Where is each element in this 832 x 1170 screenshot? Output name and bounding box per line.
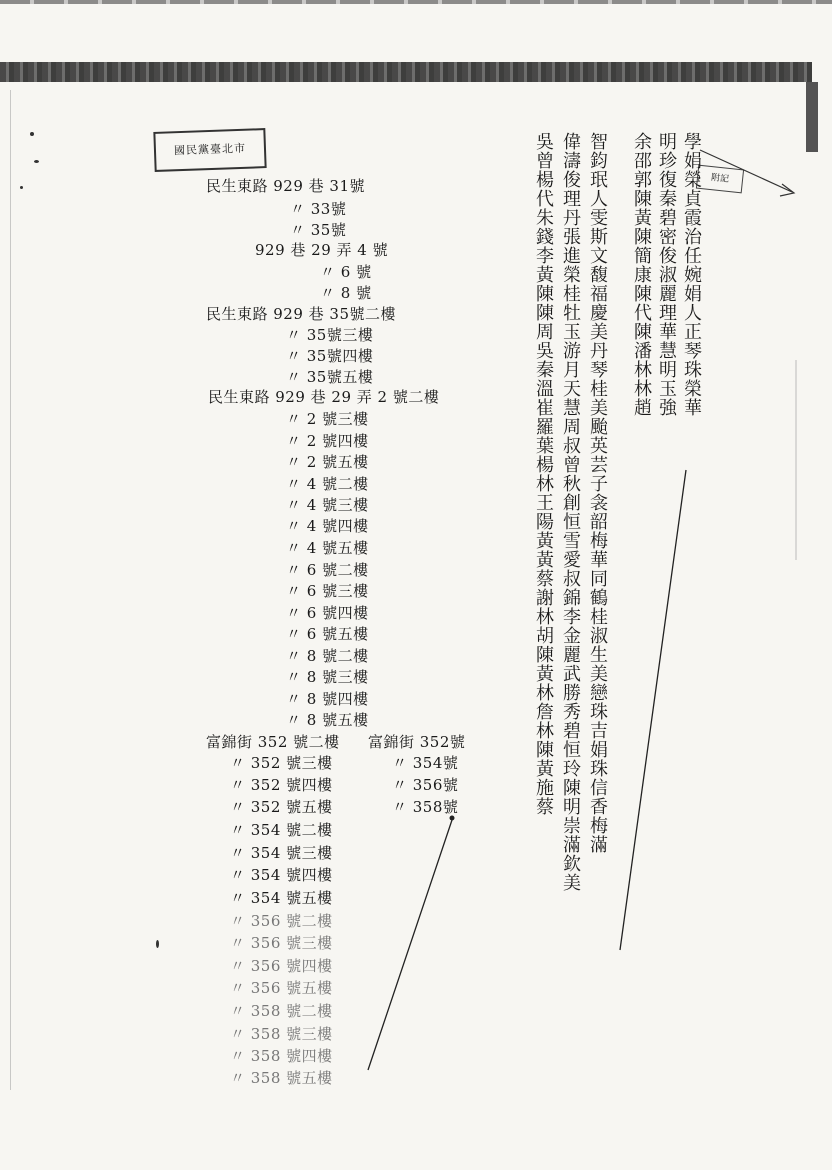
address-line: 〃 8 號五樓 (286, 711, 369, 729)
address-line: 〃 358 號二樓 (230, 1002, 333, 1020)
name-column: 偉濤俊理丹張進榮桂牡玉游月天慧周叔曾秋創恒雪愛叔錦李金麗武勝秀碧恒玲陳明崇滿欽美 (560, 132, 581, 892)
address-line: 〃 358 號三樓 (230, 1025, 333, 1043)
side-address-line: 〃 356號 (392, 776, 459, 794)
speck (30, 132, 34, 136)
side-address-line: 〃 354號 (392, 754, 459, 772)
address-line: 〃 354 號三樓 (230, 844, 333, 862)
address-line: 〃 358 號四樓 (230, 1047, 333, 1065)
address-line: 〃 352 號四樓 (230, 776, 333, 794)
side-address-line: 富錦街 352號 (368, 733, 466, 751)
address-line: 〃 2 號四樓 (286, 432, 369, 450)
pen-stroke-left (368, 820, 452, 1070)
speck (156, 940, 159, 948)
address-line: 〃 35號 (290, 221, 347, 239)
address-line: 〃 33號 (290, 200, 347, 218)
address-line: 〃 2 號三樓 (286, 410, 369, 428)
seal-stamp-text: 國民黨臺北市 (173, 141, 247, 158)
address-line: 〃 35號三樓 (286, 326, 374, 344)
address-line: 民生東路 929 巷 35號二樓 (206, 305, 397, 323)
address-line: 〃 8 號四樓 (286, 690, 369, 708)
address-line: 〃 352 號三樓 (230, 754, 333, 772)
name-column: 吳曾楊代朱錢李黃陳陳周吳秦溫崔羅葉楊林王陽黃黃蔡謝林胡陳黃林詹林陳黃施蔡 (533, 132, 554, 816)
address-line: 〃 8 號二樓 (286, 647, 369, 665)
address-line: 〃 356 號二樓 (230, 912, 333, 930)
address-line: 〃 8 號三樓 (286, 668, 369, 686)
name-column: 明珍復秦碧密俊淑麗理華慧明玉強 (656, 132, 677, 417)
seal-stamp-right-text: 附記 (710, 173, 730, 185)
pen-dot-left (450, 816, 455, 821)
address-line: 民生東路 929 巷 31號 (206, 177, 366, 195)
address-line: 〃 4 號三樓 (286, 496, 369, 514)
address-line: 〃 356 號五樓 (230, 979, 333, 997)
name-column: 余邵郭陳黃陳簡康陳代陳潘林林趙 (631, 132, 652, 417)
address-line: 〃 4 號五樓 (286, 539, 369, 557)
name-column: 智鈞珉人雯斯文馥福慶美丹琴桂美颱英芸子衾韶梅華同鶴桂淑生美戀珠吉娟珠信香梅滿 (587, 132, 608, 854)
address-line: 〃 354 號五樓 (230, 889, 333, 907)
address-line: 〃 352 號五樓 (230, 798, 333, 816)
address-line: 富錦街 352 號二樓 (206, 733, 340, 751)
address-line: 〃 6 號三樓 (286, 582, 369, 600)
address-line: 〃 35號四樓 (286, 347, 374, 365)
address-line: 〃 35號五樓 (286, 368, 374, 386)
speck (34, 160, 39, 163)
name-column: 學娟榮貞霞治任婉娟人正琴珠榮華 (681, 132, 702, 417)
speck (20, 186, 23, 189)
address-line: 〃 354 號二樓 (230, 821, 333, 839)
address-line: 〃 4 號四樓 (286, 517, 369, 535)
pen-stroke-right (620, 470, 686, 950)
address-line: 〃 2 號五樓 (286, 453, 369, 471)
address-line: 〃 6 號 (320, 263, 372, 281)
pen-arrow-line (700, 150, 792, 192)
address-line: 〃 4 號二樓 (286, 475, 369, 493)
address-line: 〃 358 號五樓 (230, 1069, 333, 1087)
address-line: 〃 6 號二樓 (286, 561, 369, 579)
address-line: 〃 356 號三樓 (230, 934, 333, 952)
side-address-line: 〃 358號 (392, 798, 459, 816)
address-line: 〃 6 號四樓 (286, 604, 369, 622)
address-line: 〃 8 號 (320, 284, 372, 302)
address-line: 929 巷 29 弄 4 號 (255, 241, 389, 259)
address-line: 〃 356 號四樓 (230, 957, 333, 975)
address-line: 〃 6 號五樓 (286, 625, 369, 643)
address-line: 〃 354 號四樓 (230, 866, 333, 884)
address-line: 民生東路 929 巷 29 弄 2 號二樓 (208, 388, 440, 406)
